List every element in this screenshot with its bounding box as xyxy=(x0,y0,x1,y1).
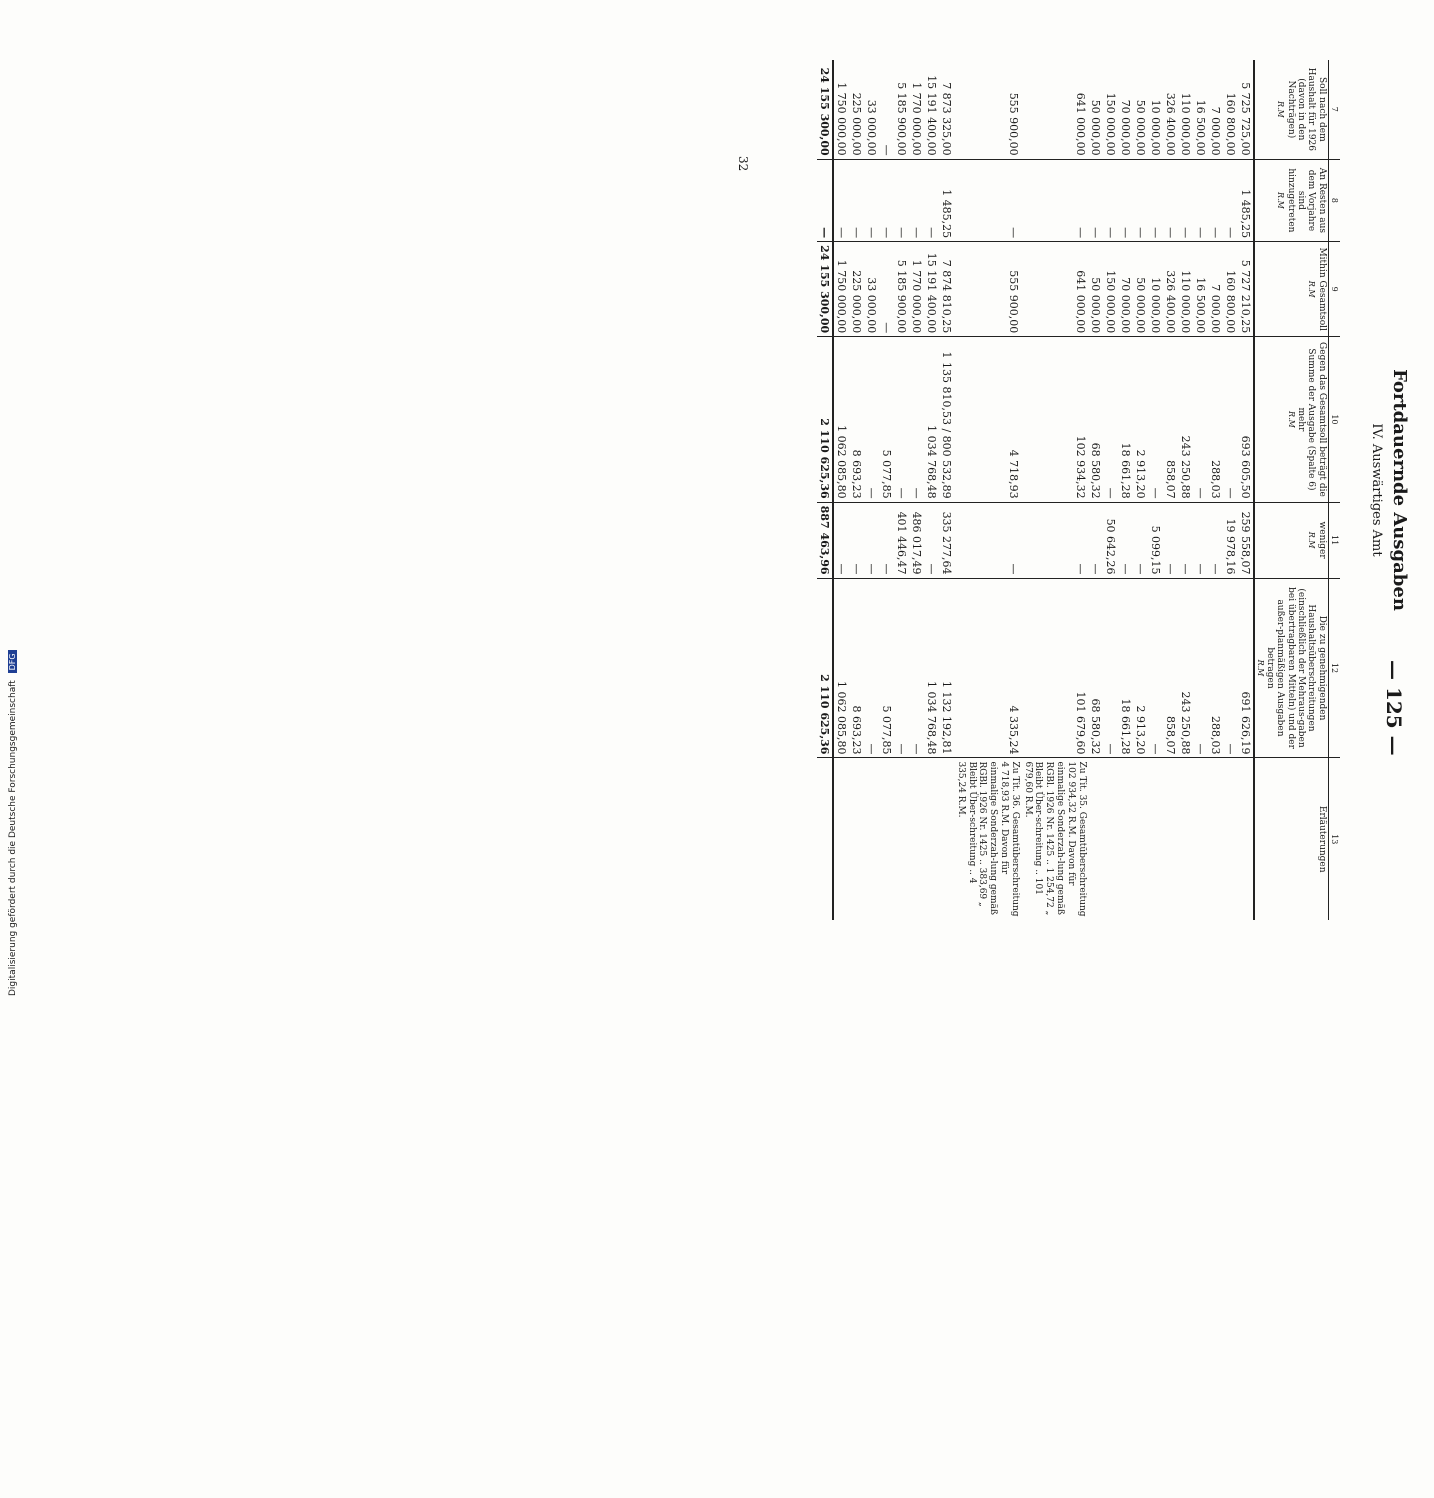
folio-number: 32 xyxy=(736,156,750,172)
cell-c8: — xyxy=(1208,159,1223,242)
cell-c7: 70 000,00 xyxy=(1118,99,1132,156)
col-unit-soll: R.M xyxy=(1276,100,1286,118)
table-row xyxy=(1238,60,1254,920)
cell-note xyxy=(1223,758,1238,920)
col-num-7: 7 xyxy=(1328,60,1340,159)
cell-c9: 16 500,00 xyxy=(1193,242,1208,337)
cell-c7: 10 000,00 xyxy=(1148,99,1162,156)
cell-c7: 7 873 325,00 xyxy=(940,82,953,156)
cell-c11: — xyxy=(1193,502,1208,578)
dfg-logo: DFG xyxy=(8,650,17,673)
cell-c10: — xyxy=(909,337,924,502)
cell-c7: 555 900,00 xyxy=(1006,92,1020,156)
cell-note xyxy=(924,758,939,920)
cell-c8: 1 485,25 xyxy=(1238,159,1254,242)
cell-note xyxy=(1103,758,1118,920)
cell-c7: 160 800,00 xyxy=(1223,92,1237,156)
cell-c10: — xyxy=(1103,337,1118,502)
cell-c7: 641 000,00 xyxy=(1073,92,1087,156)
cell-c12: 68 580,32 xyxy=(1088,578,1103,758)
cell-c12: 1 062 085,80 xyxy=(833,578,849,758)
col-unit-mehr: R.M xyxy=(1286,411,1296,428)
cell-c8: — xyxy=(1133,159,1148,242)
ledger-body xyxy=(817,60,1254,920)
cell-c12: — xyxy=(909,578,924,758)
cell-c11: — xyxy=(1178,502,1193,578)
cell-c7: 50 000,00 xyxy=(1133,99,1147,156)
cell-c8: — xyxy=(833,159,849,242)
cell-c12: — xyxy=(864,578,879,758)
col-unit-weniger: R.M xyxy=(1307,531,1317,549)
col-header-erlaeuterungen xyxy=(1254,758,1329,920)
cell-c10: — xyxy=(1193,337,1208,502)
page-subtitle: IV. Auswärtiges Amt xyxy=(1369,423,1384,557)
footer-credit xyxy=(8,650,18,996)
cell-c11: — xyxy=(1133,502,1148,578)
cell-c9: 15 191 400,00 xyxy=(924,242,939,337)
cell-c10: — xyxy=(1223,337,1238,502)
cell-c10: 102 934,32 xyxy=(1021,337,1088,502)
footer-text: Digitalisierung gefördert durch die Deutsche Forschungsgemeinschaft xyxy=(8,680,18,996)
cell-note xyxy=(909,758,924,920)
cell-c7: — xyxy=(880,144,893,156)
cell-c9: 33 000,00 xyxy=(864,242,879,337)
cell-note xyxy=(1163,758,1178,920)
table-row xyxy=(864,60,879,920)
cell-c9: 1 770 000,00 xyxy=(909,242,924,337)
col-num-8: 8 xyxy=(1328,159,1340,242)
table-row xyxy=(879,60,894,920)
cell-c9: 160 800,00 xyxy=(1223,242,1238,337)
cell-c8: — xyxy=(1103,159,1118,242)
cell-c9: 225 000,00 xyxy=(849,242,864,337)
cell-c10: — xyxy=(1148,337,1163,502)
cell-note xyxy=(879,758,894,920)
col-num-9: 9 xyxy=(1328,242,1340,337)
cell-c10: 18 661,28 xyxy=(1118,337,1133,502)
cell-c7: 7 000,00 xyxy=(1208,106,1222,156)
cell-note xyxy=(1133,758,1148,920)
cell-note xyxy=(939,758,954,920)
cell-c7: 1 770 000,00 xyxy=(910,82,923,156)
cell-note xyxy=(1118,758,1133,920)
table-row xyxy=(1118,60,1133,920)
table-row xyxy=(1178,60,1193,920)
cell-c9: 7 874 810,25 xyxy=(939,242,954,337)
cell-c7: 5 725 725,00 xyxy=(1238,82,1252,156)
cell-c7: 5 185 900,00 xyxy=(895,82,908,156)
ledger-table xyxy=(817,60,1340,920)
col-label-mehr: mehr xyxy=(1296,407,1307,432)
cell-c12: — xyxy=(1103,578,1118,758)
cell-c8: — xyxy=(909,159,924,242)
cell-c11: 486 017,49 xyxy=(909,502,924,578)
cell-c11: — xyxy=(864,502,879,578)
table-row xyxy=(1223,60,1238,920)
table-row xyxy=(1133,60,1148,920)
cell-c12: 4 335,24 xyxy=(954,578,1021,758)
cell-c7: 150 000,00 xyxy=(1103,92,1117,156)
col-header-reste xyxy=(1254,159,1329,242)
cell-c12: 691 626,19 xyxy=(1238,578,1254,758)
cell-c9: 50 000,00 xyxy=(1088,242,1103,337)
cell-note xyxy=(833,758,849,920)
cell-c12: 18 661,28 xyxy=(1118,578,1133,758)
cell-note: Zu Tit. 35. Gesamtüberschreitung 102 934,32 R.M. Davon für einmalige Sonderzah-lung gemäß RGBl. 1926 Nr. 1425 .. 1 254,72 „ Bleibt Über-schreitung .. 101 679,60 R.M. xyxy=(1021,758,1088,920)
col-label-soll: Soll nach dem Haushalt für 1926 xyxy=(1306,67,1327,151)
cell-note xyxy=(1088,758,1103,920)
cell-c9: 1 750 000,00 xyxy=(833,242,849,337)
col-label-reste: An Resten aus dem Vorjahre sind hinzugetreten xyxy=(1285,167,1327,234)
cell-c11: — xyxy=(1208,502,1223,578)
cell-c11: 5 099,15 xyxy=(1148,502,1163,578)
cell-c11: — xyxy=(1021,502,1088,578)
cell-c8: — xyxy=(864,159,879,242)
cell-c7: 24 155 300,00 xyxy=(817,60,833,159)
cell-c7: 16 500,00 xyxy=(1193,99,1207,156)
cell-note xyxy=(1148,758,1163,920)
cell-c12: — xyxy=(894,578,909,758)
cell-c11: 335 277,64 xyxy=(939,502,954,578)
col-unit-ueberschreitungen: R.M xyxy=(1255,659,1265,677)
cell-c10: — xyxy=(864,337,879,502)
col-unit-gesamtsoll: R.M xyxy=(1307,280,1317,298)
col-num-13: 13 xyxy=(1328,758,1340,920)
cell-c9: 70 000,00 xyxy=(1118,242,1133,337)
col-unit-reste: R.M xyxy=(1276,192,1286,209)
cell-note xyxy=(1208,758,1223,920)
table-row xyxy=(1103,60,1118,920)
table-row xyxy=(833,60,849,920)
cell-c12: 2 913,20 xyxy=(1133,578,1148,758)
col-header-gesamtsoll xyxy=(1254,242,1329,337)
cell-c11: — xyxy=(1163,502,1178,578)
cell-c11: — xyxy=(954,502,1021,578)
cell-c11: 259 558,07 xyxy=(1238,502,1254,578)
cell-c11: 19 978,16 xyxy=(1223,502,1238,578)
cell-c8: — xyxy=(1148,159,1163,242)
cell-c8: — xyxy=(1118,159,1133,242)
col-label-erlaeuterungen: Erläuterungen xyxy=(1316,805,1327,873)
cell-c9: 5 727 210,25 xyxy=(1238,242,1254,337)
col-label-ueberschreitungen: Die zu genehmigenden Haushaltsüberschreitungen (einschließlich der Mehraus-gaben bei übertragbaren Mitteln) und der außer-planmäßigen Ausgaben betragen xyxy=(1265,587,1327,749)
cell-c8: 1 485,25 xyxy=(939,159,954,242)
table-row xyxy=(1088,60,1103,920)
table-row xyxy=(939,60,954,920)
cell-c10: 288,03 xyxy=(1208,337,1223,502)
cell-c11: — xyxy=(924,502,939,578)
cell-c11: — xyxy=(1088,502,1103,578)
cell-c12: 1 034 768,48 xyxy=(924,578,939,758)
cell-c7: 50 000,00 xyxy=(1088,99,1102,156)
table-row xyxy=(1193,60,1208,920)
column-number-row xyxy=(1328,60,1340,920)
cell-c8: — xyxy=(1021,159,1088,242)
cell-c11: — xyxy=(849,502,864,578)
cell-note xyxy=(817,758,833,920)
col-label-gesamtsoll: Mithin Gesamtsoll xyxy=(1316,247,1327,331)
cell-note xyxy=(1178,758,1193,920)
col-num-11: 11 xyxy=(1328,502,1340,578)
cell-c10: 1 062 085,80 xyxy=(833,337,849,502)
cell-c11: 887 463,96 xyxy=(817,502,833,578)
cell-c10: 243 250,88 xyxy=(1178,337,1193,502)
col-header-mehr xyxy=(1254,337,1329,502)
cell-c8: — xyxy=(879,159,894,242)
cell-c8: — xyxy=(954,159,1021,242)
cell-c10: 5 077,85 xyxy=(879,337,894,502)
cell-c9: 50 000,00 xyxy=(1133,242,1148,337)
col-num-12: 12 xyxy=(1328,578,1340,758)
cell-c7: 15 191 400,00 xyxy=(925,75,938,156)
cell-c9: 24 155 300,00 xyxy=(817,242,833,337)
table-row xyxy=(1021,60,1088,920)
cell-c8: — xyxy=(1163,159,1178,242)
cell-c9: 326 400,00 xyxy=(1163,242,1178,337)
cell-c10: 4 718,93 xyxy=(954,337,1021,502)
cell-c12: 8 693,23 xyxy=(849,578,864,758)
cell-c7: 326 400,00 xyxy=(1163,92,1177,156)
total-row xyxy=(817,60,833,920)
cell-c12: 101 679,60 xyxy=(1021,578,1088,758)
cell-c12: 5 077,85 xyxy=(879,578,894,758)
table-row xyxy=(909,60,924,920)
cell-c8: — xyxy=(849,159,864,242)
table-row xyxy=(1208,60,1223,920)
col-note-soll: (davon in den Nachträgen) xyxy=(1285,78,1307,141)
cell-c9: 555 900,00 xyxy=(954,242,1021,337)
cell-c10: 8 693,23 xyxy=(849,337,864,502)
cell-note: Zu Tit. 36. Gesamtüberschreitung 4 718,93 R.M. Davon für einmalige Sonderzah-lung gemäß RGBl. 1926 Nr. 1425 .. 383,69 „ Bleibt Über-schreitung .. 4 335,24 R.M. xyxy=(954,758,1021,920)
cell-c12: 288,03 xyxy=(1208,578,1223,758)
cell-note xyxy=(1193,758,1208,920)
cell-c10: 693 605,50 xyxy=(1238,337,1254,502)
cell-c8: — xyxy=(924,159,939,242)
cell-c7: 1 750 000,00 xyxy=(835,82,848,156)
cell-c9: 7 000,00 xyxy=(1208,242,1223,337)
cell-c9: 641 000,00 xyxy=(1021,242,1088,337)
cell-c9: 5 185 900,00 xyxy=(894,242,909,337)
cell-c11: 50 642,26 xyxy=(1103,502,1118,578)
table-row xyxy=(849,60,864,920)
cell-c11: — xyxy=(1118,502,1133,578)
page-title: Fortdauernde Ausgaben xyxy=(1389,369,1410,611)
cell-c8: — xyxy=(1088,159,1103,242)
col-label-weniger: weniger xyxy=(1316,521,1327,559)
col-header-weniger xyxy=(1254,502,1329,578)
cell-c7: 110 000,00 xyxy=(1178,92,1192,156)
cell-c12: 858,07 xyxy=(1163,578,1178,758)
col-header-soll xyxy=(1254,60,1329,159)
table-row xyxy=(924,60,939,920)
cell-c11: — xyxy=(833,502,849,578)
cell-c12: — xyxy=(1193,578,1208,758)
cell-c12: 243 250,88 xyxy=(1178,578,1193,758)
cell-c9: 150 000,00 xyxy=(1103,242,1118,337)
col-num-10: 10 xyxy=(1328,337,1340,502)
page-number: — 125 — xyxy=(1382,660,1406,756)
table-row xyxy=(1163,60,1178,920)
cell-note xyxy=(1238,758,1254,920)
table-row xyxy=(1148,60,1163,920)
cell-c10: 2 913,20 xyxy=(1133,337,1148,502)
cell-note xyxy=(864,758,879,920)
cell-c10: 858,07 xyxy=(1163,337,1178,502)
cell-c10: 1 135 810,53 / 800 532,89 xyxy=(939,337,954,502)
cell-c8: — xyxy=(894,159,909,242)
cell-c9: 110 000,00 xyxy=(1178,242,1193,337)
cell-c12: — xyxy=(1148,578,1163,758)
cell-c10: 2 110 625,36 xyxy=(817,337,833,502)
table-row xyxy=(954,60,1021,920)
cell-c12: 1 132 192,81 xyxy=(939,578,954,758)
cell-c8: — xyxy=(817,159,833,242)
cell-c9: 10 000,00 xyxy=(1148,242,1163,337)
cell-c10: — xyxy=(894,337,909,502)
cell-c9: — xyxy=(879,242,894,337)
cell-c7: 33 000,00 xyxy=(865,99,878,156)
cell-c8: — xyxy=(1223,159,1238,242)
cell-c11: 401 446,47 xyxy=(894,502,909,578)
cell-c12: — xyxy=(1223,578,1238,758)
cell-c10: 1 034 768,48 xyxy=(924,337,939,502)
cell-c7: 225 000,00 xyxy=(850,92,863,156)
col-group-gegen: Gegen das Gesamtsoll beträgt die Summe der Ausgabe (Spalte 6) xyxy=(1306,342,1327,497)
cell-note xyxy=(894,758,909,920)
cell-c12: 2 110 625,36 xyxy=(817,578,833,758)
table-row xyxy=(894,60,909,920)
cell-c10: 68 580,32 xyxy=(1088,337,1103,502)
column-header-row xyxy=(1254,60,1329,920)
cell-c11: — xyxy=(879,502,894,578)
cell-c8: — xyxy=(1193,159,1208,242)
cell-c8: — xyxy=(1178,159,1193,242)
cell-note xyxy=(849,758,864,920)
col-header-ueberschreitungen xyxy=(1254,578,1329,758)
